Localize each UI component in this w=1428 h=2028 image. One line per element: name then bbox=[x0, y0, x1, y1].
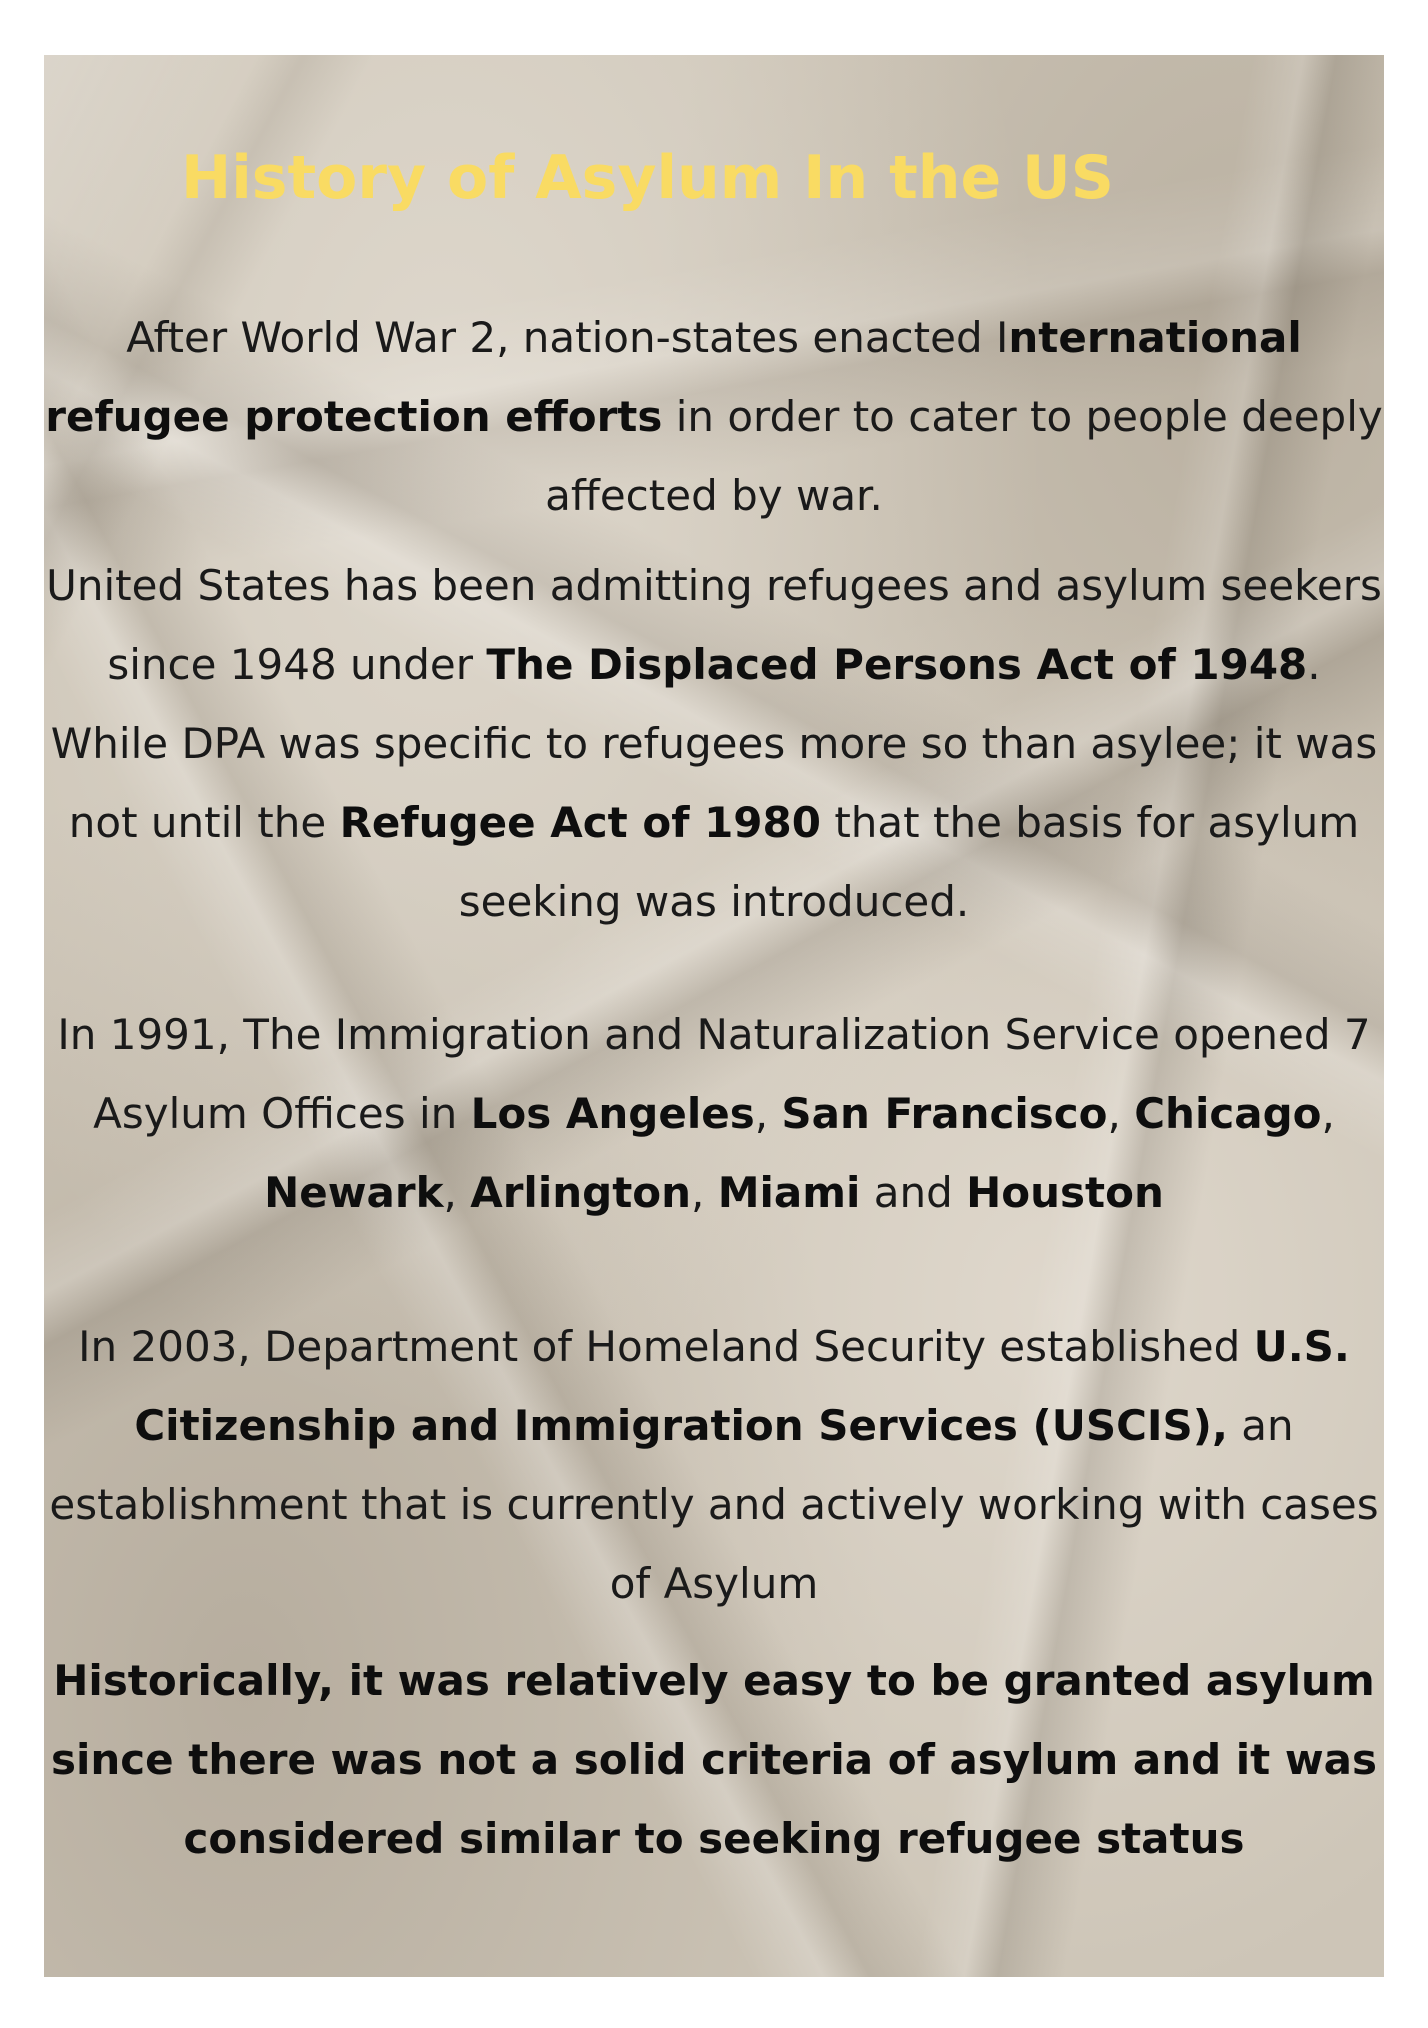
city-arlington: Arlington bbox=[470, 1168, 692, 1217]
p1-text-2: in order to cater to people deeply affected by war. bbox=[545, 392, 1383, 520]
city-los-angeles: Los Angeles bbox=[470, 1089, 755, 1138]
p2-text-1: United States has been admitting refugees and asylum seekers since 1948 under bbox=[46, 561, 1382, 689]
page-title bbox=[44, 143, 1384, 213]
p3-sep-6: and bbox=[860, 1168, 967, 1217]
page-title-text: History of Asylum In the US bbox=[181, 143, 1114, 213]
p1-bold-1: nternational refugee protection efforts bbox=[45, 313, 1302, 441]
paragraph-displaced-persons-act bbox=[44, 546, 1384, 941]
p2-bold-1: The Displaced Persons Act of 1948 bbox=[486, 640, 1308, 689]
p2-bold-2: Refugee Act of 1980 bbox=[339, 798, 821, 847]
p2-text-3: that the basis for asylum seeking was introduced. bbox=[458, 798, 1360, 926]
p3-sep-3: , bbox=[1321, 1089, 1335, 1138]
p4-bold-1: U.S. Citizenship and Immigration Services (USCIS), bbox=[134, 1322, 1350, 1450]
p1-text-1: After World War 2, nation-states enacted I bbox=[126, 313, 1009, 362]
p3-sep-5: , bbox=[691, 1168, 718, 1217]
city-san-francisco: San Francisco bbox=[781, 1089, 1108, 1138]
p3-sep-1: , bbox=[754, 1089, 782, 1138]
p3-text-1: In 1991, The Immigration and Naturalization Service opened 7 Asylum Offices in bbox=[57, 1010, 1371, 1138]
city-newark: Newark bbox=[264, 1168, 444, 1217]
p4-text-2: an establishment that is currently and actively working with cases of Asylum bbox=[49, 1401, 1379, 1608]
p4-text-1: In 2003, Department of Homeland Security established bbox=[78, 1322, 1254, 1371]
p3-sep-2: , bbox=[1107, 1089, 1135, 1138]
p3-sep-4: , bbox=[443, 1168, 471, 1217]
p2-text-2: . While DPA was specific to refugees more so than asylee; it was not until the bbox=[50, 640, 1378, 847]
paragraph-post-ww2 bbox=[44, 298, 1384, 535]
city-chicago: Chicago bbox=[1134, 1089, 1322, 1138]
paragraph-uscis bbox=[44, 1307, 1384, 1623]
paragraph-historical-note: Historically, it was relatively easy to be granted asylum since there was not a solid criteria of asylum and it was considered similar to seeking refugee status bbox=[50, 1656, 1378, 1863]
paragraph-asylum-offices bbox=[44, 995, 1384, 1232]
city-houston: Houston bbox=[966, 1168, 1164, 1217]
city-miami: Miami bbox=[717, 1168, 861, 1217]
